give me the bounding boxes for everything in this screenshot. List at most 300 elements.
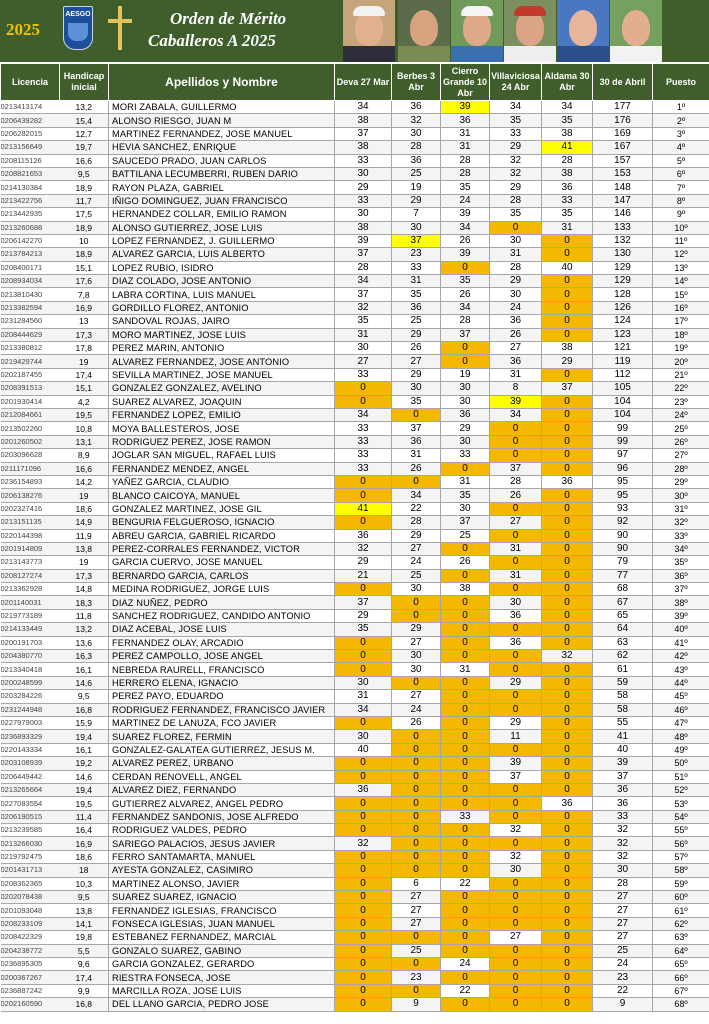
- col-licencia: Licencia: [1, 64, 60, 101]
- handicap-cell: 16,8: [60, 703, 109, 716]
- player-name-cell: PEREZ MARIN, ANTONIO: [109, 342, 335, 355]
- table-row: [1, 958, 709, 971]
- handicap-cell: 9,5: [60, 690, 109, 703]
- table-row: [1, 194, 709, 207]
- table-row: [1, 315, 709, 328]
- score-cell-event-2: 32: [392, 114, 441, 127]
- position-cell: 3º: [653, 127, 709, 140]
- handicap-cell: 15,1: [60, 261, 109, 274]
- handicap-cell: 18,9: [60, 181, 109, 194]
- position-cell: 20º: [653, 355, 709, 368]
- handicap-cell: 14,1: [60, 917, 109, 930]
- total-cell: 32: [593, 824, 653, 837]
- player-name-cell: SUAREZ FLOREZ, FERMIN: [109, 730, 335, 743]
- position-cell: 35º: [653, 556, 709, 569]
- handicap-cell: 11,7: [60, 194, 109, 207]
- score-cell-event-4: 37: [490, 770, 542, 783]
- licencia-cell: 0206449442: [1, 770, 60, 783]
- total-cell: 128: [593, 288, 653, 301]
- player-name-cell: CERDAN RENOVELL, ANGEL: [109, 770, 335, 783]
- total-cell: 37: [593, 770, 653, 783]
- score-cell-event-1: 36: [335, 783, 392, 796]
- handicap-cell: 18,6: [60, 502, 109, 515]
- score-cell-event-5: 0: [542, 556, 593, 569]
- score-cell-event-4: 0: [490, 743, 542, 756]
- score-cell-event-5: 0: [542, 864, 593, 877]
- total-cell: 95: [593, 489, 653, 502]
- score-cell-event-5: 0: [542, 703, 593, 716]
- player-name-cell: RIESTRA FONSECA, JOSE: [109, 971, 335, 984]
- total-cell: 104: [593, 408, 653, 421]
- licencia-cell: 0213265664: [1, 783, 60, 796]
- position-cell: 5º: [653, 154, 709, 167]
- position-cell: 1º: [653, 101, 709, 114]
- score-cell-event-2: 23: [392, 971, 441, 984]
- score-cell-event-5: 0: [542, 850, 593, 863]
- table-row: [1, 342, 709, 355]
- score-cell-event-4: 28: [490, 475, 542, 488]
- score-cell-event-5: 0: [542, 663, 593, 676]
- handicap-cell: 18,9: [60, 221, 109, 234]
- score-cell-event-2: 30: [392, 127, 441, 140]
- handicap-cell: 9,5: [60, 167, 109, 180]
- total-cell: 121: [593, 342, 653, 355]
- total-cell: 95: [593, 475, 653, 488]
- score-cell-event-1: 0: [335, 850, 392, 863]
- score-cell-event-2: 0: [392, 743, 441, 756]
- score-cell-event-2: 0: [392, 770, 441, 783]
- position-cell: 36º: [653, 569, 709, 582]
- score-cell-event-5: 40: [542, 261, 593, 274]
- score-cell-event-2: 28: [392, 141, 441, 154]
- licencia-cell: 0213784213: [1, 248, 60, 261]
- score-cell-event-3: 22: [441, 984, 490, 997]
- score-cell-event-4: 0: [490, 904, 542, 917]
- handicap-cell: 14,9: [60, 516, 109, 529]
- position-cell: 15º: [653, 288, 709, 301]
- position-cell: 64º: [653, 944, 709, 957]
- score-cell-event-5: 0: [542, 301, 593, 314]
- handicap-cell: 17,3: [60, 328, 109, 341]
- score-cell-event-5: 0: [542, 676, 593, 689]
- player-name-cell: YAÑEZ GARCIA, CLAUDIO: [109, 475, 335, 488]
- score-cell-event-1: 0: [335, 475, 392, 488]
- licencia-cell: 0236895305: [1, 958, 60, 971]
- score-cell-event-5: 0: [542, 998, 593, 1011]
- player-name-cell: GARCIA GONZALEZ, GERARDO: [109, 958, 335, 971]
- player-name-cell: SAUCEDO PRADO, JUAN CARLOS: [109, 154, 335, 167]
- score-cell-event-4: 0: [490, 998, 542, 1011]
- position-cell: 43º: [653, 663, 709, 676]
- licencia-cell: 0200248599: [1, 676, 60, 689]
- player-name-cell: SEVILLA MARTINEZ, JOSE MANUEL: [109, 368, 335, 381]
- col-event-3: Cierro Grande 10 Abr: [441, 64, 490, 101]
- score-cell-event-4: 11: [490, 730, 542, 743]
- position-cell: 32º: [653, 516, 709, 529]
- score-cell-event-4: 35: [490, 114, 542, 127]
- player-photo-3: [451, 0, 503, 62]
- score-cell-event-2: 27: [392, 917, 441, 930]
- player-name-cell: ABREU GARCIA, GABRIEL RICARDO: [109, 529, 335, 542]
- total-cell: 147: [593, 194, 653, 207]
- score-cell-event-1: 0: [335, 984, 392, 997]
- score-cell-event-5: 0: [542, 422, 593, 435]
- licencia-cell: 0200367267: [1, 971, 60, 984]
- licencia-cell: 0213422756: [1, 194, 60, 207]
- handicap-cell: 16,6: [60, 154, 109, 167]
- score-cell-event-5: 36: [542, 797, 593, 810]
- handicap-cell: 13,6: [60, 636, 109, 649]
- score-cell-event-1: 30: [335, 167, 392, 180]
- score-cell-event-1: 38: [335, 221, 392, 234]
- player-name-cell: ALONSO GUTIERREZ, JOSE LUIS: [109, 221, 335, 234]
- total-cell: 63: [593, 636, 653, 649]
- position-cell: 21º: [653, 368, 709, 381]
- score-cell-event-4: 27: [490, 516, 542, 529]
- table-row: [1, 971, 709, 984]
- score-cell-event-1: 30: [335, 208, 392, 221]
- score-cell-event-4: 0: [490, 944, 542, 957]
- score-cell-event-3: 0: [441, 891, 490, 904]
- licencia-cell: 0206282015: [1, 127, 60, 140]
- score-cell-event-4: 31: [490, 248, 542, 261]
- score-cell-event-1: 35: [335, 315, 392, 328]
- total-cell: 28: [593, 877, 653, 890]
- seal-text: AESGO: [65, 11, 91, 18]
- player-name-cell: FONSECA IGLESIAS, JUAN MANUEL: [109, 917, 335, 930]
- score-cell-event-5: 0: [542, 435, 593, 448]
- licencia-cell: 0201431713: [1, 864, 60, 877]
- player-name-cell: SUAREZ ALVAREZ, JOAQUIN: [109, 395, 335, 408]
- position-cell: 52º: [653, 783, 709, 796]
- score-cell-event-1: 0: [335, 716, 392, 729]
- score-cell-event-5: 38: [542, 127, 593, 140]
- table-row: [1, 998, 709, 1011]
- position-cell: 34º: [653, 542, 709, 555]
- score-cell-event-1: 32: [335, 837, 392, 850]
- table-row: [1, 931, 709, 944]
- table-row: [1, 944, 709, 957]
- position-cell: 24º: [653, 408, 709, 421]
- score-cell-event-2: 29: [392, 194, 441, 207]
- score-cell-event-2: 25: [392, 167, 441, 180]
- handicap-cell: 17,4: [60, 971, 109, 984]
- total-cell: 61: [593, 663, 653, 676]
- total-cell: 96: [593, 462, 653, 475]
- total-cell: 132: [593, 234, 653, 247]
- aesgo-seal-icon: [63, 6, 93, 50]
- score-cell-event-2: 0: [392, 810, 441, 823]
- handicap-cell: 18: [60, 864, 109, 877]
- position-cell: 30º: [653, 489, 709, 502]
- player-photo-4: [504, 0, 556, 62]
- score-cell-event-3: 0: [441, 650, 490, 663]
- score-cell-event-3: 31: [441, 127, 490, 140]
- total-cell: 27: [593, 931, 653, 944]
- score-cell-event-2: 27: [392, 891, 441, 904]
- position-cell: 45º: [653, 690, 709, 703]
- score-cell-event-1: 34: [335, 275, 392, 288]
- score-cell-event-2: 0: [392, 931, 441, 944]
- handicap-cell: 19,4: [60, 783, 109, 796]
- player-name-cell: IÑIGO DOMINGUEZ, JUAN FRANCISCO: [109, 194, 335, 207]
- score-cell-event-3: 22: [441, 877, 490, 890]
- total-cell: 36: [593, 797, 653, 810]
- score-cell-event-5: 0: [542, 783, 593, 796]
- ranking-table: [0, 63, 709, 1012]
- score-cell-event-4: 0: [490, 690, 542, 703]
- score-cell-event-2: 29: [392, 368, 441, 381]
- score-cell-event-3: 0: [441, 690, 490, 703]
- position-cell: 46º: [653, 703, 709, 716]
- score-cell-event-2: 0: [392, 408, 441, 421]
- handicap-cell: 10,8: [60, 422, 109, 435]
- player-name-cell: GONZALEZ-GALATEA GUTIERREZ, JESUS M.: [109, 743, 335, 756]
- score-cell-event-2: 0: [392, 676, 441, 689]
- table-row: [1, 917, 709, 930]
- score-cell-event-1: 36: [335, 529, 392, 542]
- score-cell-event-2: 37: [392, 234, 441, 247]
- title-line-2: Caballeros A 2025: [148, 31, 276, 50]
- score-cell-event-3: 0: [441, 623, 490, 636]
- handicap-cell: 19,2: [60, 757, 109, 770]
- score-cell-event-5: 0: [542, 368, 593, 381]
- table-row: [1, 167, 709, 180]
- score-cell-event-4: 28: [490, 261, 542, 274]
- licencia-cell: 0208391513: [1, 382, 60, 395]
- handicap-cell: 19,7: [60, 141, 109, 154]
- score-cell-event-5: 0: [542, 877, 593, 890]
- score-cell-event-5: 35: [542, 208, 593, 221]
- player-name-cell: GUTIERREZ ALVAREZ, ANGEL PEDRO: [109, 797, 335, 810]
- score-cell-event-4: 32: [490, 167, 542, 180]
- handicap-cell: 17,3: [60, 569, 109, 582]
- score-cell-event-2: 0: [392, 850, 441, 863]
- total-cell: 77: [593, 569, 653, 582]
- score-cell-event-4: 32: [490, 824, 542, 837]
- handicap-cell: 17,6: [60, 275, 109, 288]
- score-cell-event-1: 37: [335, 127, 392, 140]
- score-cell-event-4: 8: [490, 382, 542, 395]
- score-cell-event-3: 0: [441, 596, 490, 609]
- score-cell-event-4: 0: [490, 703, 542, 716]
- table-row: [1, 288, 709, 301]
- score-cell-event-2: 29: [392, 529, 441, 542]
- score-cell-event-5: 38: [542, 167, 593, 180]
- score-cell-event-3: 0: [441, 636, 490, 649]
- licencia-cell: 0208115126: [1, 154, 60, 167]
- position-cell: 51º: [653, 770, 709, 783]
- total-cell: 68: [593, 583, 653, 596]
- score-cell-event-2: 27: [392, 355, 441, 368]
- player-name-cell: SARIEGO PALACIOS, JESUS JAVIER: [109, 837, 335, 850]
- handicap-cell: 18,9: [60, 248, 109, 261]
- handicap-cell: 13,1: [60, 435, 109, 448]
- score-cell-event-4: 26: [490, 489, 542, 502]
- score-cell-event-5: 0: [542, 730, 593, 743]
- player-name-cell: MOYA BALLESTEROS, JOSE: [109, 422, 335, 435]
- score-cell-event-1: 0: [335, 971, 392, 984]
- score-cell-event-2: 0: [392, 797, 441, 810]
- handicap-cell: 17,8: [60, 342, 109, 355]
- licencia-cell: 0213266030: [1, 837, 60, 850]
- licencia-cell: 0236887242: [1, 984, 60, 997]
- score-cell-event-1: 0: [335, 395, 392, 408]
- score-cell-event-3: 28: [441, 154, 490, 167]
- score-cell-event-4: 26: [490, 328, 542, 341]
- score-cell-event-4: 0: [490, 221, 542, 234]
- position-cell: 29º: [653, 475, 709, 488]
- licencia-cell: 0200191703: [1, 636, 60, 649]
- score-cell-event-3: 0: [441, 757, 490, 770]
- score-cell-event-5: 0: [542, 944, 593, 957]
- player-name-cell: NEBREDA RAURELL, FRANCISCO: [109, 663, 335, 676]
- licencia-cell: 0213502260: [1, 422, 60, 435]
- table-row: [1, 583, 709, 596]
- score-cell-event-4: 0: [490, 797, 542, 810]
- licencia-cell: 0214130384: [1, 181, 60, 194]
- score-cell-event-5: 0: [542, 569, 593, 582]
- handicap-cell: 17,5: [60, 208, 109, 221]
- player-photo-6: [610, 0, 662, 62]
- table-row: [1, 596, 709, 609]
- score-cell-event-5: 0: [542, 275, 593, 288]
- player-name-cell: GONZALEZ GONZALEZ, AVELINO: [109, 382, 335, 395]
- player-name-cell: RODRIGUEZ VALDES, PEDRO: [109, 824, 335, 837]
- score-cell-event-5: 28: [542, 154, 593, 167]
- score-cell-event-1: 33: [335, 368, 392, 381]
- total-cell: 90: [593, 542, 653, 555]
- table-row: [1, 556, 709, 569]
- score-cell-event-3: 39: [441, 208, 490, 221]
- handicap-cell: 16,4: [60, 824, 109, 837]
- handicap-cell: 16,8: [60, 998, 109, 1011]
- position-cell: 10º: [653, 221, 709, 234]
- score-cell-event-3: 0: [441, 971, 490, 984]
- score-cell-event-2: 30: [392, 382, 441, 395]
- player-name-cell: MARTINEZ ALONSO, JAVIER: [109, 877, 335, 890]
- licencia-cell: 0220144398: [1, 529, 60, 542]
- licencia-cell: 0202078438: [1, 891, 60, 904]
- position-cell: 27º: [653, 449, 709, 462]
- table-row: [1, 114, 709, 127]
- col-handicap: Handicap inicial: [60, 64, 109, 101]
- total-cell: 176: [593, 114, 653, 127]
- score-cell-event-5: 0: [542, 743, 593, 756]
- licencia-cell: 0211171096: [1, 462, 60, 475]
- total-cell: 22: [593, 984, 653, 997]
- score-cell-event-2: 33: [392, 261, 441, 274]
- position-cell: 48º: [653, 730, 709, 743]
- licencia-cell: 0220143334: [1, 743, 60, 756]
- score-cell-event-2: 27: [392, 690, 441, 703]
- handicap-cell: 16,9: [60, 837, 109, 850]
- player-name-cell: RODRIGUEZ PEREZ, JOSE RAMON: [109, 435, 335, 448]
- handicap-cell: 9,6: [60, 958, 109, 971]
- position-cell: 38º: [653, 596, 709, 609]
- position-cell: 13º: [653, 261, 709, 274]
- score-cell-event-3: 37: [441, 516, 490, 529]
- score-cell-event-4: 28: [490, 194, 542, 207]
- licencia-cell: 0236893329: [1, 730, 60, 743]
- col-total: 30 de Abril: [593, 64, 653, 101]
- table-row: [1, 877, 709, 890]
- score-cell-event-1: 21: [335, 569, 392, 582]
- table-row: [1, 181, 709, 194]
- position-cell: 40º: [653, 623, 709, 636]
- score-cell-event-2: 22: [392, 502, 441, 515]
- score-cell-event-3: 0: [441, 569, 490, 582]
- score-cell-event-2: 26: [392, 716, 441, 729]
- score-cell-event-2: 27: [392, 542, 441, 555]
- licencia-cell: 0213362928: [1, 583, 60, 596]
- total-cell: 33: [593, 810, 653, 823]
- score-cell-event-4: 0: [490, 810, 542, 823]
- total-cell: 27: [593, 891, 653, 904]
- table-row: [1, 261, 709, 274]
- score-cell-event-4: 0: [490, 958, 542, 971]
- score-cell-event-3: 29: [441, 422, 490, 435]
- score-cell-event-5: 41: [542, 141, 593, 154]
- score-cell-event-2: 9: [392, 998, 441, 1011]
- score-cell-event-1: 37: [335, 248, 392, 261]
- handicap-cell: 14,8: [60, 583, 109, 596]
- score-cell-event-5: 0: [542, 462, 593, 475]
- player-name-cell: HERNANDEZ COLLAR, EMILIO RAMON: [109, 208, 335, 221]
- handicap-cell: 13,2: [60, 101, 109, 114]
- score-cell-event-5: 33: [542, 194, 593, 207]
- table-row: [1, 502, 709, 515]
- total-cell: 30: [593, 864, 653, 877]
- score-cell-event-5: 29: [542, 355, 593, 368]
- score-cell-event-4: 39: [490, 757, 542, 770]
- licencia-cell: 0208127274: [1, 569, 60, 582]
- score-cell-event-5: 0: [542, 328, 593, 341]
- player-name-cell: BERNARDO GARCIA, CARLOS: [109, 569, 335, 582]
- score-cell-event-3: 25: [441, 529, 490, 542]
- score-cell-event-4: 33: [490, 127, 542, 140]
- score-cell-event-2: 7: [392, 208, 441, 221]
- score-cell-event-3: 37: [441, 328, 490, 341]
- handicap-cell: 10,3: [60, 877, 109, 890]
- table-row: [1, 382, 709, 395]
- table-row: [1, 623, 709, 636]
- score-cell-event-3: 0: [441, 824, 490, 837]
- handicap-cell: 12,7: [60, 127, 109, 140]
- position-cell: 8º: [653, 194, 709, 207]
- score-cell-event-3: 33: [441, 449, 490, 462]
- score-cell-event-2: 30: [392, 221, 441, 234]
- total-cell: 126: [593, 301, 653, 314]
- score-cell-event-1: 0: [335, 877, 392, 890]
- score-cell-event-1: 33: [335, 154, 392, 167]
- table-row: [1, 850, 709, 863]
- player-name-cell: SUAREZ SUAREZ, IGNACIO: [109, 891, 335, 904]
- licencia-cell: 0213260688: [1, 221, 60, 234]
- total-cell: 133: [593, 221, 653, 234]
- licencia-cell: 0203284226: [1, 690, 60, 703]
- score-cell-event-3: 26: [441, 288, 490, 301]
- score-cell-event-1: 0: [335, 757, 392, 770]
- player-name-cell: GORDILLO FLOREZ, ANTONIO: [109, 301, 335, 314]
- player-name-cell: ALONSO RIESGO, JUAN M: [109, 114, 335, 127]
- position-cell: 54º: [653, 810, 709, 823]
- position-cell: 50º: [653, 757, 709, 770]
- handicap-cell: 11,9: [60, 529, 109, 542]
- score-cell-event-3: 33: [441, 810, 490, 823]
- score-cell-event-2: 35: [392, 395, 441, 408]
- score-cell-event-1: 30: [335, 342, 392, 355]
